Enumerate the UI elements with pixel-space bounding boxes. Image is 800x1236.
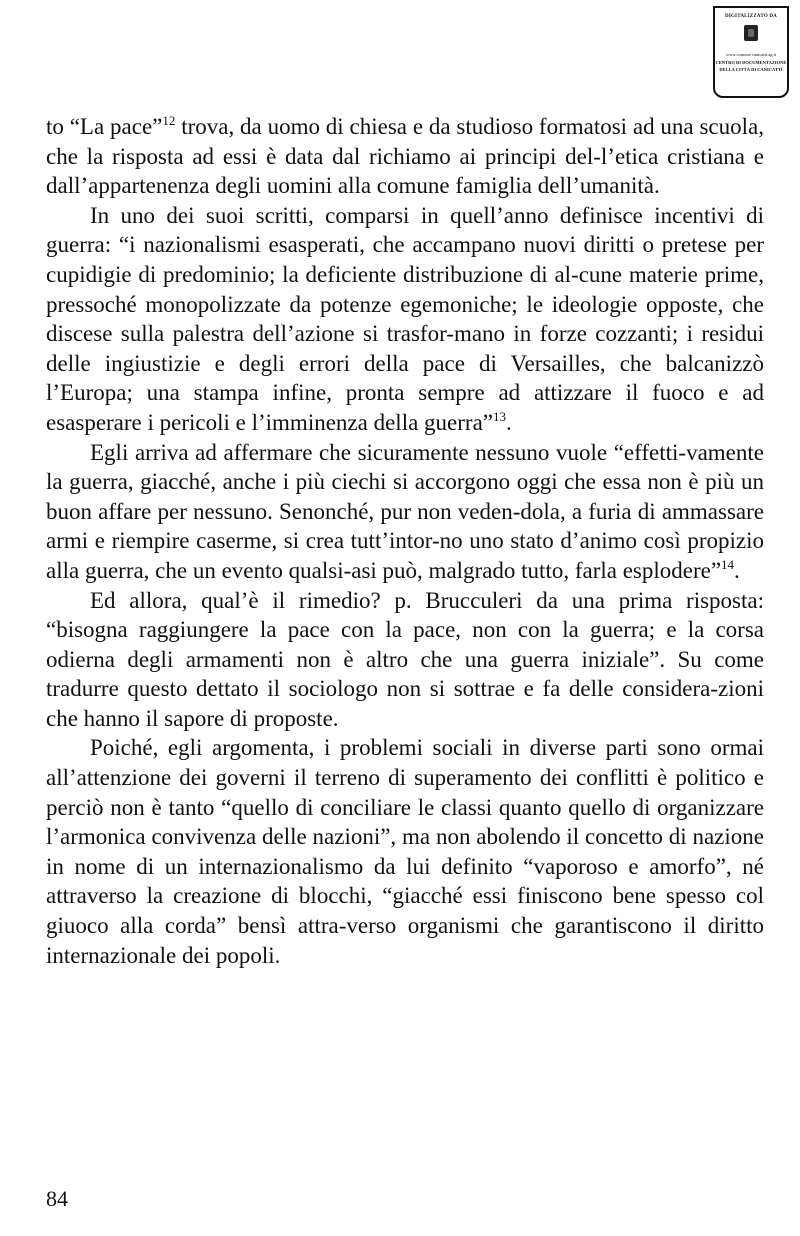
footnote-ref: 12	[162, 113, 176, 128]
paragraph-text: to “La pace”	[46, 114, 163, 139]
stamp-institution-line1: CENTRO DI DOCUMENTAZIONE	[715, 60, 787, 65]
footnote-ref: 14	[721, 556, 735, 572]
crest-icon	[744, 25, 758, 41]
paragraph	[46, 201, 764, 438]
paragraph-text: Poiché, egli argomenta, i problemi sociali in diverse parti sono ormai all’attenzione dei governi il terreno di superamento dei conflitti è politico e perciò non è tanto “quello di conciliare le classi quanto quello di organizzare l’armonica convivenza delle nazioni”, ma non abolendo il concetto di nazione in nome di un internazionalismo da lui definito “vaporoso e amorfo”, né attraverso la creazione di blocchi, “giacché essi finiscono bene spesso col giuoco alla corda” bensì attra-verso organismi che garantiscono il diritto internazionale dei popoli.	[46, 735, 764, 968]
paragraph-text: In uno dei suoi scritti, comparsi in quell’anno definisce incentivi di guerra: “i nazionalismi esasperati, che accampano nuovi diritti o pretese per cupidigie di predominio; la deficiente distribuzione di al-cune materie prime, pressoché monopolizzate da potenze egemoniche; le ideologie opposte, che discese sulla palestra dell’azione si trasfor-mano in forze cozzanti; i residui delle ingiustizie e degli errori della pace di Versailles, che balcanizzò l’Europa; una stampa infine, pronta sempre ad attizzare il fuoco e ad esasperare i pericoli e l’imminenza della guerra”	[46, 202, 764, 435]
paragraph-text: Ed allora, qual’è il rimedio? p. Brucculeri da una prima risposta: “bisogna raggiungere la pace con la pace, non con la guerra; e la corsa odierna degli armamenti non è altro che una guerra iniziale”. Su come tradurre questo dettato il sociologo non si sottrae e fa delle considera-zioni che hanno il sapore di proposte.	[46, 587, 764, 731]
paragraph-text: .	[505, 409, 512, 435]
stamp-institution	[715, 59, 787, 73]
stamp-title: DIGITALIZZATO DA	[725, 14, 777, 19]
stamp-url: www.comune.canicatti.ag.it	[725, 52, 777, 57]
page-number: 84	[46, 1186, 68, 1211]
body-text	[46, 112, 764, 970]
digitization-stamp	[713, 6, 789, 98]
footnote-ref: 13	[492, 408, 506, 424]
paragraph	[46, 112, 764, 201]
paragraph	[46, 438, 764, 586]
paragraph-text: .	[734, 557, 740, 583]
paragraph	[46, 586, 764, 734]
paragraph-text: trova, da uomo di chiesa e da studioso formatosi ad una scuola, che la risposta ad essi è data dal richiamo ai principi del-l’etica cristiana e dall’appartenenza degli uomini alla comune famiglia dell’umanità.	[46, 114, 764, 199]
stamp-institution-line2: DELLA CITTÀ DI CANICATTÌ	[719, 67, 783, 72]
paragraph	[46, 733, 764, 970]
paragraph-text: Egli arriva ad affermare che sicuramente nessuno vuole “effetti-vamente la guerra, giacché, anche i più ciechi si accorgono oggi che essa non è più un buon affare per nessuno. Senonché, pur non veden-dola, a furia di ammassare armi e riempire caserme, si crea tutt’intor-no uno stato d’animo così propizio alla guerra, che un evento qualsi-asi può, malgrado tutto, farla esplodere”	[46, 439, 764, 583]
